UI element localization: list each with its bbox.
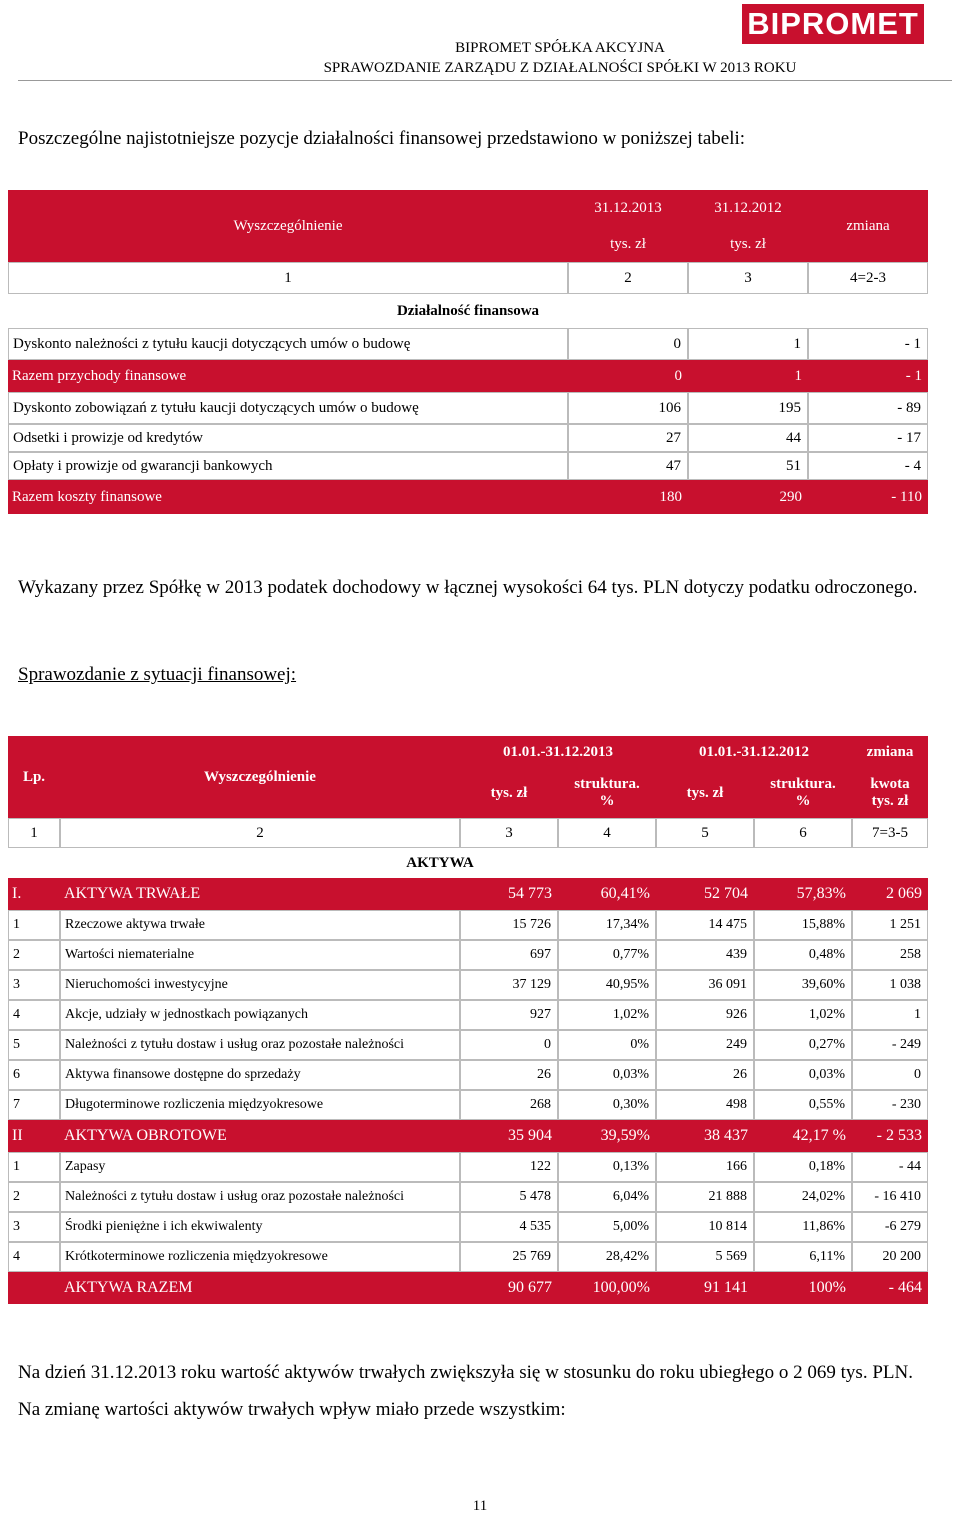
change-amount: 0 [852,1060,928,1090]
structure-2012: 57,83% [754,878,852,910]
row-lp: 7 [8,1090,60,1120]
value-2013: 106 [568,392,688,424]
t2-header-2013: 01.01.-31.12.2013 [460,736,656,768]
t1-header-2013-date: 31.12.2013 [568,190,688,226]
structure-2013: 60,41% [558,878,656,910]
header-divider [18,80,952,81]
t2-colnum: 6 [754,818,852,848]
value-2013: 27 [568,424,688,452]
balance-sheet-heading: Sprawozdanie z sytuacji finansowej: [18,664,297,685]
t2-structure-label: struktura. [574,776,640,792]
t2-kwota-label: kwota [870,776,910,792]
row-label: AKTYWA OBROTOWE [60,1120,460,1152]
row-label: Długoterminowe rozliczenia międzyokresowe [60,1090,460,1120]
amount-2013: 5 478 [460,1182,558,1212]
table-row [8,1152,928,1182]
value-change: - 1 [808,360,928,392]
t2-colnum: 1 [8,818,60,848]
change-amount: -6 279 [852,1212,928,1242]
structure-2012: 42,17 % [754,1120,852,1152]
change-amount: 1 038 [852,970,928,1000]
financial-activity-table [8,190,928,514]
structure-2013: 39,59% [558,1120,656,1152]
amount-2013: 90 677 [460,1272,558,1304]
value-change: - 4 [808,452,928,480]
table-row [8,910,928,940]
structure-2013: 28,42% [558,1242,656,1272]
t2-structure-label: struktura. [770,776,836,792]
row-lp: 4 [8,1000,60,1030]
row-label: Opłaty i prowizje od gwarancji bankowych [8,452,568,480]
row-lp [8,1272,60,1304]
amount-2013: 4 535 [460,1212,558,1242]
row-lp: 3 [8,970,60,1000]
change-amount: - 2 533 [852,1120,928,1152]
row-lp: 4 [8,1242,60,1272]
amount-2012: 249 [656,1030,754,1060]
assets-table [8,736,928,1304]
t1-section-title: Działalność finansowa [396,302,540,319]
t2-section-title: AKTYWA [406,854,474,871]
structure-2013: 5,00% [558,1212,656,1242]
amount-2012: 14 475 [656,910,754,940]
structure-2012: 24,02% [754,1182,852,1212]
amount-2012: 38 437 [656,1120,754,1152]
amount-2013: 35 904 [460,1120,558,1152]
t2-header-change: zmiana [852,736,928,768]
amount-2013: 15 726 [460,910,558,940]
structure-2013: 0,13% [558,1152,656,1182]
structure-2012: 0,55% [754,1090,852,1120]
row-label: AKTYWA RAZEM [60,1272,460,1304]
value-2012: 51 [688,452,808,480]
value-2012: 195 [688,392,808,424]
structure-2013: 1,02% [558,1000,656,1030]
value-2013: 0 [568,360,688,392]
structure-2012: 39,60% [754,970,852,1000]
amount-2012: 926 [656,1000,754,1030]
t2-colnum: 5 [656,818,754,848]
header-company-name: BIPROMET SPÓŁKA AKCYJNA [455,40,665,56]
structure-2012: 11,86% [754,1212,852,1242]
tax-paragraph: Wykazany przez Spółkę w 2013 podatek dochodowy w łącznej wysokości 64 tys. PLN dotyczy podatku odroczonego. [18,577,918,598]
amount-2012: 36 091 [656,970,754,1000]
change-amount: 1 251 [852,910,928,940]
change-amount: 1 [852,1000,928,1030]
t1-colnum-3: 3 [688,262,808,294]
value-2012: 1 [688,328,808,360]
table-row [8,1212,928,1242]
value-2012: 44 [688,424,808,452]
table-row [8,940,928,970]
amount-2012: 91 141 [656,1272,754,1304]
amount-2013: 25 769 [460,1242,558,1272]
row-label: AKTYWA TRWAŁE [60,878,460,910]
table-row [8,1090,928,1120]
t2-structure-pct: % [599,793,615,809]
structure-2013: 6,04% [558,1182,656,1212]
t1-header-description: Wyszczególnienie [8,190,568,262]
amount-2012: 52 704 [656,878,754,910]
structure-2013: 0% [558,1030,656,1060]
row-label: Środki pieniężne i ich ekwiwalenty [60,1212,460,1242]
amount-2012: 166 [656,1152,754,1182]
change-amount: - 230 [852,1090,928,1120]
value-2013: 47 [568,452,688,480]
table-row [8,424,928,452]
t2-colnum: 3 [460,818,558,848]
t1-colnum-1: 1 [8,262,568,294]
t1-header-2012-unit: tys. zł [688,226,808,262]
t2-header-2012-structure [754,768,852,818]
row-lp: 2 [8,940,60,970]
table-row [8,1182,928,1212]
value-2013: 0 [568,328,688,360]
structure-2013: 40,95% [558,970,656,1000]
t1-header-2013-unit: tys. zł [568,226,688,262]
amount-2012: 10 814 [656,1212,754,1242]
t2-colnum: 4 [558,818,656,848]
header-report-title: SPRAWOZDANIE ZARZĄDU Z DZIAŁALNOŚCI SPÓŁKI W 2013 ROKU [323,60,797,76]
t1-colnum-2: 2 [568,262,688,294]
row-lp: I. [8,878,60,910]
structure-2012: 6,11% [754,1242,852,1272]
t2-colnum: 7=3-5 [852,818,928,848]
table-row [8,480,928,514]
t2-header-2012: 01.01.-31.12.2012 [656,736,852,768]
summary-row [8,878,928,910]
summary-row [8,1120,928,1152]
amount-2013: 927 [460,1000,558,1030]
row-label: Odsetki i prowizje od kredytów [8,424,568,452]
t2-header-change-amount [852,768,928,818]
t2-structure-pct: % [795,793,811,809]
closing-paragraph: Na dzień 31.12.2013 roku wartość aktywów trwałych zwiększyła się w stosunku do roku ubiegłego o 2 069 tys. PLN. Na zmianę wartości aktywów trwałych wpływ miało przede wszystkim: [18,1362,913,1420]
row-lp: 2 [8,1182,60,1212]
amount-2013: 26 [460,1060,558,1090]
structure-2012: 15,88% [754,910,852,940]
row-lp: 3 [8,1212,60,1242]
change-amount: - 16 410 [852,1182,928,1212]
structure-2012: 0,27% [754,1030,852,1060]
structure-2013: 0,03% [558,1060,656,1090]
amount-2013: 54 773 [460,878,558,910]
structure-2013: 0,30% [558,1090,656,1120]
t2-header-lp: Lp. [8,736,60,818]
table-row [8,1000,928,1030]
structure-2012: 100% [754,1272,852,1304]
amount-2012: 21 888 [656,1182,754,1212]
t1-header-2012-date: 31.12.2012 [688,190,808,226]
value-2012: 290 [688,480,808,514]
row-lp: II [8,1120,60,1152]
row-lp: 1 [8,910,60,940]
row-label: Krótkoterminowe rozliczenia międzyokresowe [60,1242,460,1272]
row-label: Rzeczowe aktywa trwałe [60,910,460,940]
row-label: Akcje, udziały w jednostkach powiązanych [60,1000,460,1030]
t2-colnum: 2 [60,818,460,848]
value-2012: 1 [688,360,808,392]
t2-header-2013-structure [558,768,656,818]
structure-2013: 0,77% [558,940,656,970]
row-label: Wartości niematerialne [60,940,460,970]
row-label: Dyskonto należności z tytułu kaucji dotyczących umów o budowę [8,328,568,360]
table-row [8,1242,928,1272]
structure-2013: 17,34% [558,910,656,940]
row-label: Razem przychody finansowe [8,360,568,392]
amount-2012: 498 [656,1090,754,1120]
value-2013: 180 [568,480,688,514]
structure-2012: 0,18% [754,1152,852,1182]
row-label: Zapasy [60,1152,460,1182]
table-row [8,970,928,1000]
change-amount: - 464 [852,1272,928,1304]
amount-2012: 26 [656,1060,754,1090]
amount-2013: 0 [460,1030,558,1060]
row-label: Nieruchomości inwestycyjne [60,970,460,1000]
row-lp: 1 [8,1152,60,1182]
structure-2012: 1,02% [754,1000,852,1030]
page-number: 11 [472,1498,488,1514]
table-row [8,328,928,360]
t2-kwota-unit: tys. zł [871,793,909,809]
amount-2013: 268 [460,1090,558,1120]
amount-2012: 5 569 [656,1242,754,1272]
amount-2013: 37 129 [460,970,558,1000]
value-change: - 89 [808,392,928,424]
amount-2013: 122 [460,1152,558,1182]
table-row [8,452,928,480]
intro-text: Poszczególne najistotniejsze pozycje działalności finansowej przedstawiono w poniższej tabeli: [18,128,746,149]
amount-2013: 697 [460,940,558,970]
t2-header-2012-amount: tys. zł [656,768,754,818]
row-lp: 6 [8,1060,60,1090]
t2-header-description: Wyszczególnienie [60,736,460,818]
company-logo: BIPROMET [742,4,924,44]
row-lp: 5 [8,1030,60,1060]
table-row [8,1060,928,1090]
change-amount: 2 069 [852,878,928,910]
structure-2013: 100,00% [558,1272,656,1304]
table-row [8,1030,928,1060]
change-amount: - 44 [852,1152,928,1182]
summary-row [8,1272,928,1304]
value-change: - 1 [808,328,928,360]
change-amount: 20 200 [852,1242,928,1272]
change-amount: 258 [852,940,928,970]
row-label: Dyskonto zobowiązań z tytułu kaucji dotyczących umów o budowę [8,392,568,424]
row-label: Należności z tytułu dostaw i usług oraz pozostałe należności [60,1030,460,1060]
t1-colnum-4: 4=2-3 [808,262,928,294]
row-label: Aktywa finansowe dostępne do sprzedaży [60,1060,460,1090]
value-change: - 17 [808,424,928,452]
table-row [8,392,928,424]
row-label: Należności z tytułu dostaw i usług oraz pozostałe należności [60,1182,460,1212]
table-row [8,360,928,392]
structure-2012: 0,03% [754,1060,852,1090]
change-amount: - 249 [852,1030,928,1060]
t2-header-2013-amount: tys. zł [460,768,558,818]
structure-2012: 0,48% [754,940,852,970]
value-change: - 110 [808,480,928,514]
amount-2012: 439 [656,940,754,970]
t1-header-change: zmiana [808,190,928,262]
row-label: Razem koszty finansowe [8,480,568,514]
